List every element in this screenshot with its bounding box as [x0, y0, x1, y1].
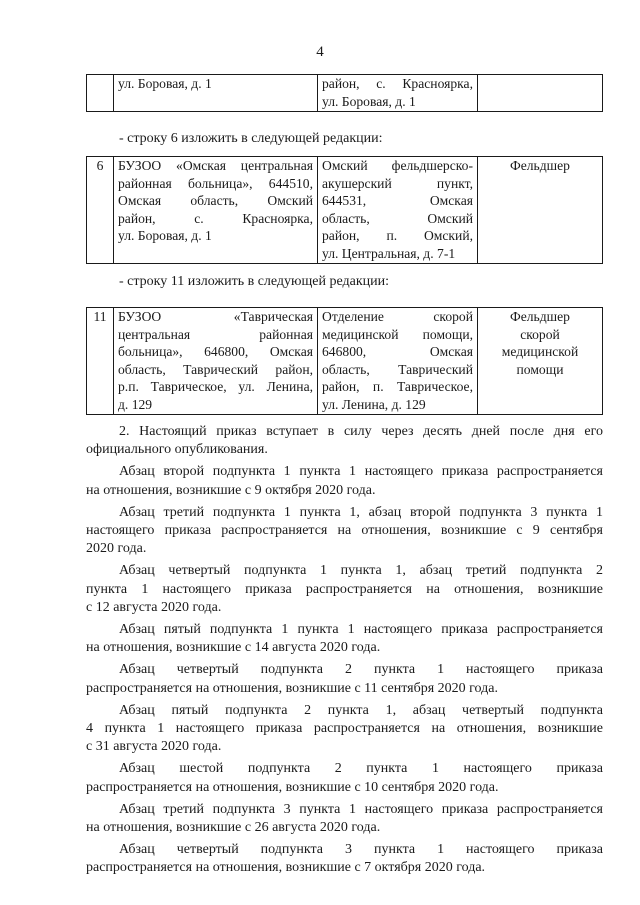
- paragraph-line: Абзац пятый подпункта 2 пункта 1, абзац четвертый подпункта: [119, 702, 603, 718]
- cell-line: скорой: [520, 326, 560, 342]
- cell-line: медицинской: [501, 344, 579, 359]
- cell-position: [478, 75, 603, 112]
- cell-number: 6: [87, 157, 114, 264]
- cell-unit: [318, 75, 478, 112]
- cell-number: [87, 75, 114, 112]
- paragraph-line: распространяется на отношения, возникшие с 10 сентября 2020 года.: [86, 779, 499, 795]
- paragraph-line: на отношения, возникшие с 9 октября 2020 года.: [86, 482, 376, 498]
- paragraph: [86, 463, 603, 499]
- cell-line: районная больница», 644510,: [118, 175, 313, 191]
- paragraph-line: официального опубликования.: [86, 442, 268, 458]
- cell-line: Омская область, Омский: [118, 193, 313, 208]
- paragraph-line: с 12 августа 2020 года.: [86, 599, 222, 615]
- cell-line: область, Таврический: [322, 361, 473, 377]
- cell-line: ул. Боровая, д. 1: [118, 228, 212, 243]
- paragraph: [86, 760, 603, 796]
- table-fragment-top: [86, 74, 603, 112]
- cell-line: район, с. Красноярка,: [118, 210, 313, 226]
- table-row-11: [86, 307, 603, 415]
- page-number: 4: [316, 44, 324, 60]
- paragraph-line: распространяется на отношения, возникшие с 11 сентября 2020 года.: [86, 680, 498, 696]
- paragraph-line: Абзац шестой подпункта 2 пункта 1 настоящего приказа: [119, 761, 603, 777]
- cell-position: [478, 157, 603, 264]
- paragraph-line: на отношения, возникшие с 26 августа 2020 года.: [86, 820, 381, 836]
- cell-number: 11: [87, 308, 114, 415]
- paragraph: [86, 702, 603, 757]
- table-row-6: [86, 156, 603, 264]
- paragraph: [86, 621, 603, 657]
- cell-line: Фельдшер: [510, 309, 570, 324]
- cell-line: ул. Боровая, д. 1: [322, 93, 416, 109]
- cell-institution: [114, 308, 318, 415]
- cell-line: 646800, Омская: [322, 344, 473, 359]
- cell-line: больница», 646800, Омская: [118, 344, 313, 359]
- paragraph-line: распространяется на отношения, возникшие с 7 октября 2020 года.: [86, 860, 486, 876]
- lead-text-row-11: - строку 11 изложить в следующей редакции:: [119, 274, 390, 289]
- paragraph-line: Абзац второй подпункта 1 пункта 1 настоящего приказа распространяется: [119, 464, 603, 480]
- paragraph-line: Абзац четвертый подпункта 1 пункта 1, абзац третий подпункта 2: [119, 563, 603, 579]
- cell-line: центральная районная: [118, 326, 313, 342]
- cell-line: Отделение скорой: [322, 309, 473, 324]
- cell-line: БУЗОО «Таврическая: [118, 309, 313, 324]
- cell-line: помощи: [516, 361, 564, 377]
- cell-line: д. 129: [118, 396, 153, 412]
- paragraph-line: Абзац третий подпункта 3 пункта 1 настоящего приказа распространяется: [119, 801, 603, 817]
- cell-line: район, п. Таврическое,: [322, 379, 473, 394]
- paragraph-line: настоящего приказа распространяется на отношения, возникшие с 9 сентября: [86, 523, 603, 539]
- paragraph: [86, 801, 603, 837]
- cell-line: ул. Ленина, д. 129: [322, 396, 426, 412]
- cell-line: БУЗОО «Омская центральная: [118, 158, 313, 173]
- lead-text-row-6: - строку 6 изложить в следующей редакции:: [119, 131, 383, 146]
- table-row: [87, 157, 603, 264]
- cell-line: ул. Боровая, д. 1: [118, 76, 212, 91]
- paragraph-line: Абзац четвертый подпункта 2 пункта 1 настоящего приказа: [119, 662, 603, 678]
- cell-line: акушерский пункт,: [322, 175, 473, 191]
- cell-line: р.п. Таврическое, ул. Ленина,: [118, 379, 313, 394]
- cell-line: ул. Центральная, д. 7-1: [322, 245, 456, 261]
- paragraph-line: Абзац четвертый подпункта 3 пункта 1 настоящего приказа: [119, 842, 603, 858]
- cell-line: Омский фельдшерско-: [322, 158, 473, 173]
- cell-line: Фельдшер: [510, 158, 570, 173]
- paragraph: [86, 841, 603, 877]
- paragraph-line: пункта 1 настоящего приказа распространяется на отношения, возникшие: [86, 581, 603, 597]
- cell-line: область, Таврический район,: [118, 361, 313, 377]
- paragraph-line: Абзац пятый подпункта 1 пункта 1 настоящего приказа распространяется: [119, 622, 603, 638]
- cell-institution: [114, 75, 318, 112]
- paragraph: [86, 423, 603, 459]
- cell-position: [478, 308, 603, 415]
- paragraph: [86, 661, 603, 697]
- cell-line: медицинской помощи,: [322, 326, 473, 342]
- paragraph-line: Абзац третий подпункта 1 пункта 1, абзац второй подпункта 3 пункта 1: [119, 504, 603, 520]
- paragraph-line: 2020 года.: [86, 541, 147, 557]
- body-text: [86, 423, 603, 882]
- paragraph-line: 4 пункта 1 настоящего приказа распространяется на отношения, возникшие: [86, 721, 603, 737]
- cell-line: 644531, Омская: [322, 193, 473, 208]
- cell-institution: [114, 157, 318, 264]
- cell-unit: [318, 308, 478, 415]
- cell-line: область, Омский: [322, 210, 473, 226]
- paragraph-line: на отношения, возникшие с 14 августа 2020 года.: [86, 640, 381, 656]
- paragraph: [86, 562, 603, 617]
- cell-unit: [318, 157, 478, 264]
- table-row: [87, 75, 603, 112]
- paragraph-line: с 31 августа 2020 года.: [86, 739, 222, 755]
- table-row: [87, 308, 603, 415]
- paragraph: [86, 504, 603, 559]
- cell-line: район, с. Красноярка,: [322, 76, 473, 91]
- cell-line: район, п. Омский,: [322, 228, 473, 243]
- paragraph-line: 2. Настоящий приказ вступает в силу через десять дней после дня его: [119, 424, 603, 439]
